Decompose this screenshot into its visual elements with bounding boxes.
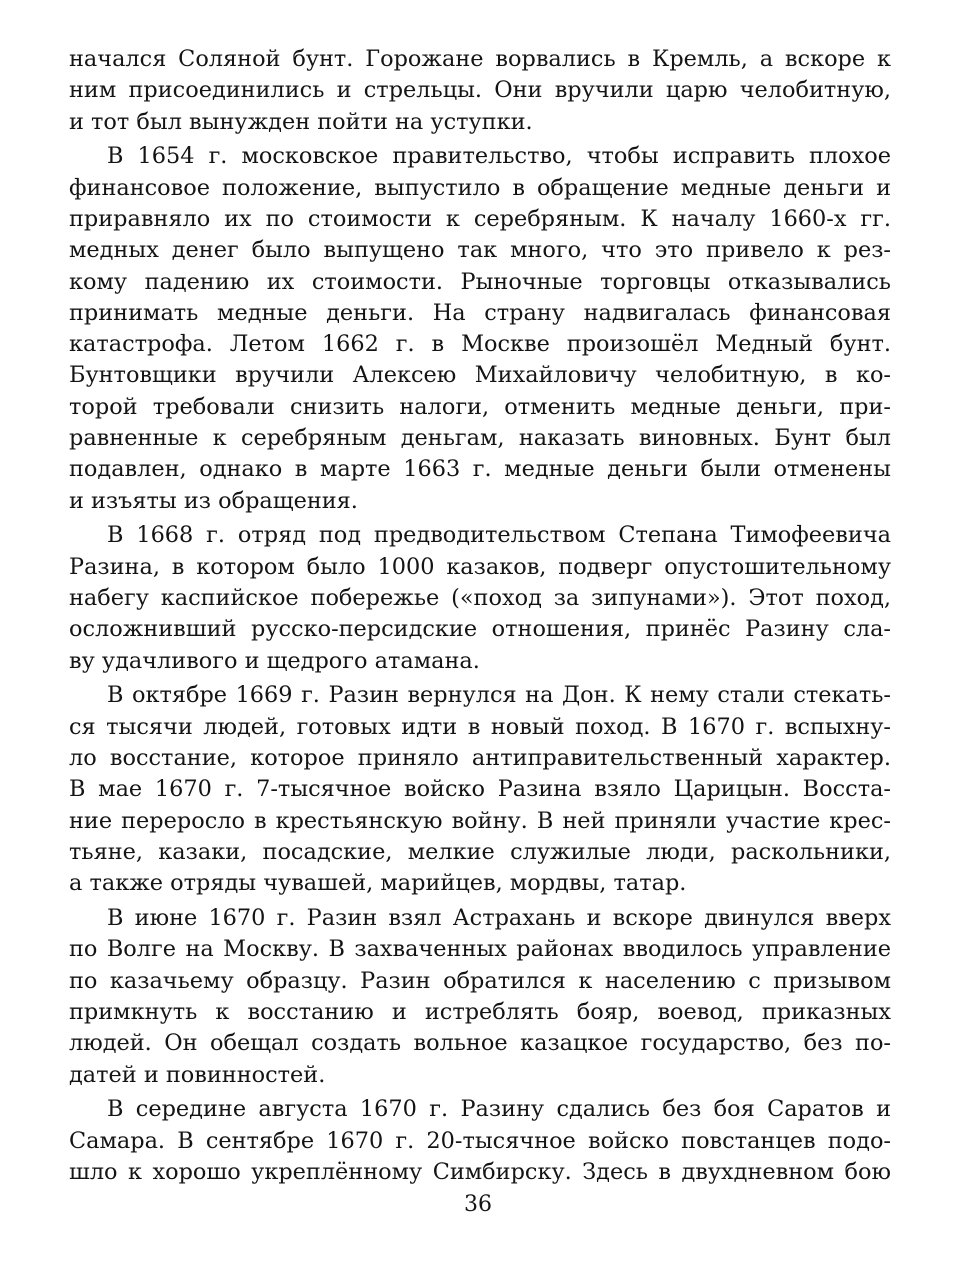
text-line: равненные к серебряным деньгам, наказать виновных. Бунт был (69, 425, 891, 452)
paragraph (69, 903, 891, 1091)
text-line: подавлен, однако в марте 1663 г. медные деньги были отменены (69, 456, 891, 483)
page-number: 36 (464, 1192, 492, 1217)
paragraph (69, 44, 891, 138)
text-line: примкнуть к восстанию и истреблять бояр, воевод, приказных (69, 998, 891, 1025)
text-line: ние переросло в крестьянскую войну. В ней приняли участие крес- (69, 807, 891, 834)
text-line: ло восстание, которое приняло антиправительственный характер. (69, 745, 891, 772)
text-line: кому падению их стоимости. Рыночные торговцы отказывались (69, 268, 891, 295)
text-line: начался Соляной бунт. Горожане ворвались в Кремль, а вскоре к (69, 46, 891, 72)
text-line: медных денег было выпущено так много, что это привело к рез- (69, 237, 891, 264)
text-line: В 1654 г. московское правительство, чтобы исправить плохое (107, 143, 891, 170)
text-line: шло к хорошо укреплённому Симбирску. Здесь в двухдневном бою (69, 1158, 891, 1185)
text-line: осложнивший русско-персидские отношения, принёс Разину сла- (69, 616, 891, 643)
text-line: В октябре 1669 г. Разин вернулся на Дон. К нему стали стекать- (107, 682, 891, 709)
text-line: В мае 1670 г. 7-тысячное войско Разина взяло Царицын. Восста- (69, 776, 891, 803)
text-line: по Волге на Москву. В захваченных районах вводилось управление (69, 936, 891, 963)
paragraph (69, 1094, 891, 1188)
text-line: датей и повинностей. (69, 1061, 326, 1088)
text-line: приравняло их по стоимости к серебряным. К началу 1660-х гг. (69, 205, 891, 232)
text-line: Бунтовщики вручили Алексею Михайловичу челобитную, в ко- (69, 362, 891, 389)
text-line: Разина, в котором было 1000 казаков, подверг опустошительному (69, 553, 891, 580)
text-line: ним присоединились и стрельцы. Они вручили царю челобитную, (69, 77, 891, 104)
text-line: Самара. В сентябре 1670 г. 20-тысячное войско повстанцев подо- (69, 1127, 891, 1154)
text-line: принимать медные деньги. На страну надвигалась финансовая (69, 299, 891, 326)
text-line: В июне 1670 г. Разин взял Астрахань и вскоре двинулся вверх (107, 905, 891, 932)
text-line: по казачьему образцу. Разин обратился к населению с призывом (69, 967, 891, 994)
text-line: В середине августа 1670 г. Разину сдались без боя Саратов и (107, 1096, 891, 1123)
paragraph (69, 141, 891, 517)
text-line: а также отряды чувашей, марийцев, мордвы, татар. (69, 870, 687, 897)
text-line: торой требовали снизить налоги, отменить медные деньги, при- (69, 393, 891, 420)
text-line: ву удачливого и щедрого атамана. (69, 647, 480, 674)
text-line: ся тысячи людей, готовых идти в новый поход. В 1670 г. вспыхну- (69, 713, 891, 740)
text-line: и изъяты из обращения. (69, 487, 358, 514)
text-line: В 1668 г. отряд под предводительством Степана Тимофеевича (107, 522, 891, 549)
text-line: тьяне, казаки, посадские, мелкие служилые люди, раскольники, (69, 838, 891, 865)
text-line: людей. Он обещал создать вольное казацкое государство, без по- (69, 1030, 891, 1057)
text-line: катастрофа. Летом 1662 г. в Москве произошёл Медный бунт. (69, 331, 891, 358)
paragraph (69, 520, 891, 676)
paragraph (69, 680, 891, 899)
text-line: финансовое положение, выпустило в обращение медные деньги и (69, 174, 891, 201)
text-line: набегу каспийское побережье («поход за зипунами»). Этот поход, (69, 585, 891, 612)
page-body (69, 44, 891, 1192)
text-line: и тот был вынужден пойти на уступки. (69, 108, 533, 135)
